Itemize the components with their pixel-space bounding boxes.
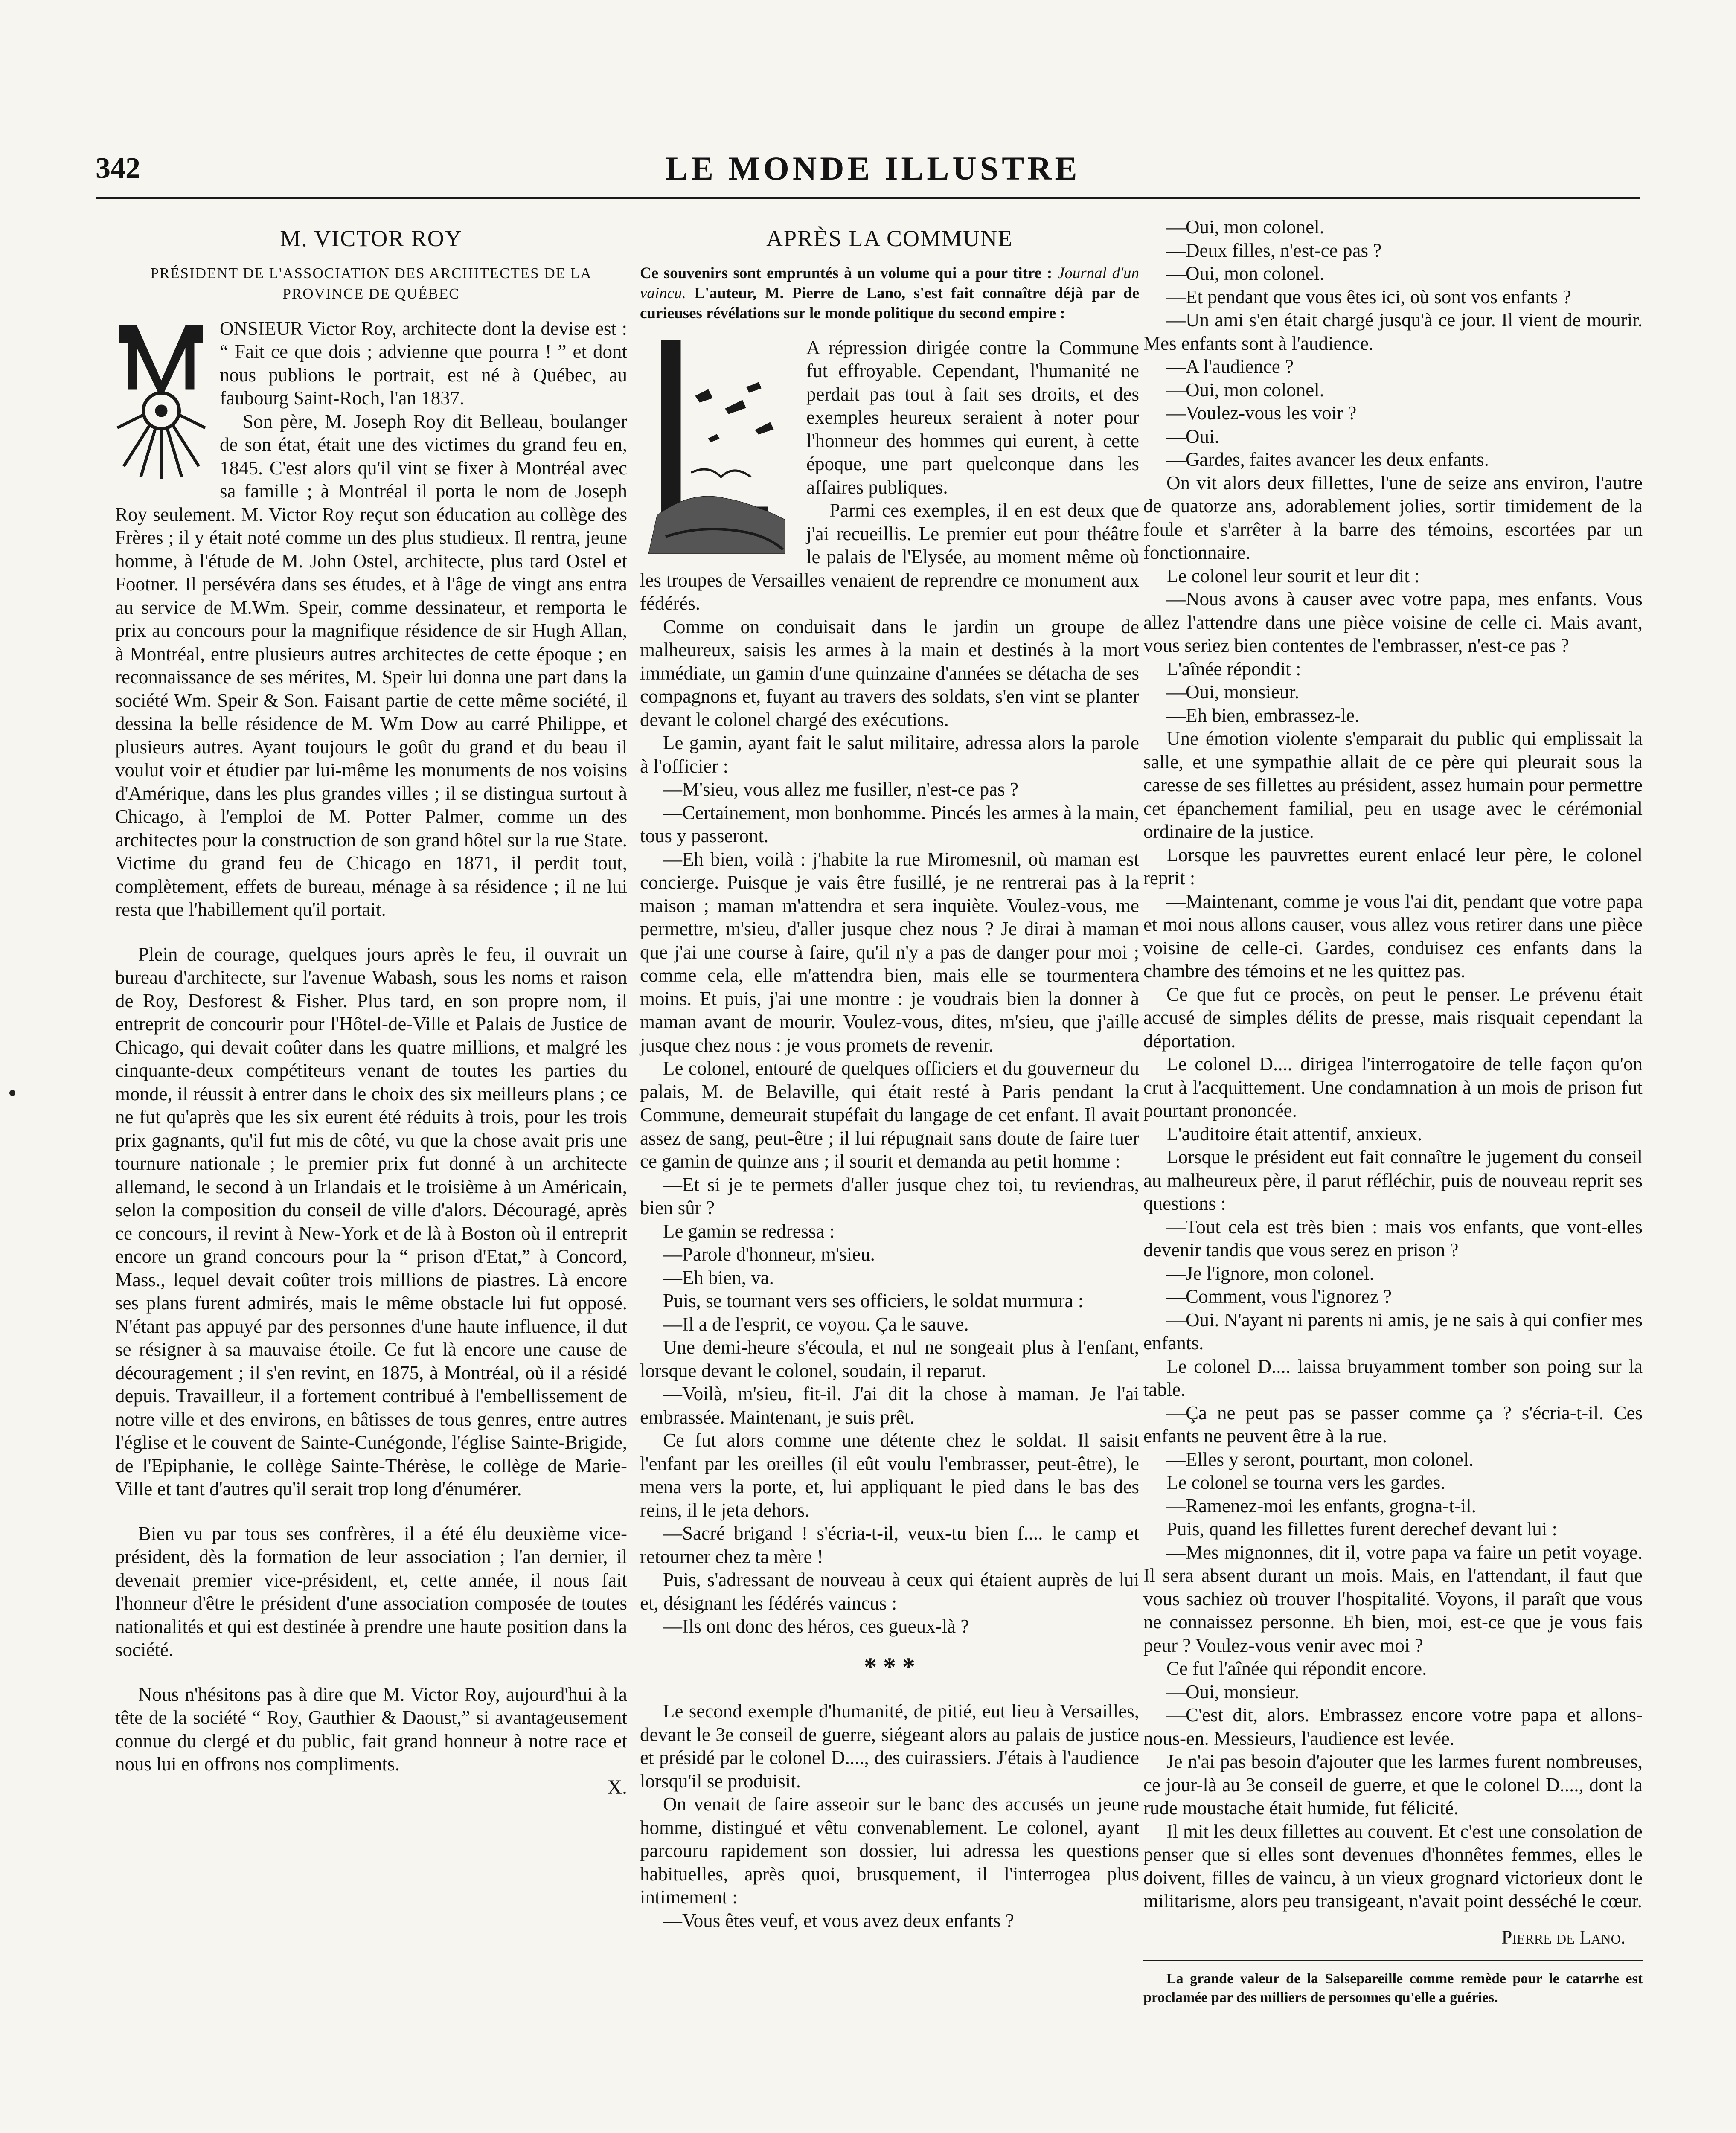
paragraph: Le second exemple d'humanité, de pitié, eut lieu à Versailles, devant le 3e conseil de guerre, siégeant alors au palais de justice et présidé par le colonel D...., des cuirassiers. J'étais à l'audience lorsqu'il se produisit. <box>640 1700 1139 1792</box>
paragraph: Comme on conduisait dans le jardin un groupe de malheureux, saisis les armes à la main et destinés à la mort immédiate, un gamin d'une quinzaine d'années se détacha de ses compagnons et, fuyant au travers des soldats, s'en vint se planter devant le colonel chargé des exécutions. <box>640 616 1139 730</box>
paragraph: —Tout cela est très bien : mais vos enfants, que vont-elles devenir tandis que vous serez en prison ? <box>1143 1216 1643 1261</box>
paragraph: —Eh bien, va. <box>663 1267 774 1288</box>
paragraph: —Sacré brigand ! s'écria-t-il, veux-tu bien f.... le camp et retourner chez ta mère ! <box>640 1523 1139 1567</box>
paragraph: —Gardes, faites avancer les deux enfants. <box>1166 449 1489 470</box>
paragraph: —Il a de l'esprit, ce voyou. Ça le sauve. <box>663 1313 969 1335</box>
paragraph: —Un ami s'en était chargé jusqu'à ce jour. Il vient de mourir. Mes enfants sont à l'audience. <box>1143 309 1643 354</box>
paragraph: —Nous avons à causer avec votre papa, mes enfants. Vous allez l'attendre dans une pièce voisine de celle ci. Mais avant, vous seriez bien contentes de l'embrasser, n'est-ce pas ? <box>1143 588 1643 656</box>
paragraph: —Mes mignonnes, dit il, votre papa va faire un petit voyage. Il sera absent durant un mois. Mais, en l'attendant, il faut que vous sachiez où trouver l'hospitalité. Voyons, il paraît que vous ne connaissez personne. Eh bien, moi, est-ce que je vous fais peur ? Voulez-vous venir avec moi ? <box>1143 1541 1643 1656</box>
paragraph: Une émotion violente s'emparait du public qui emplissait la salle, et une sympathie allait de ce père qui pleurait sous la caresse de ses fillettes au président, assez humain pour permettre cet épanchement familial, peu en usage avec le cérémonial ordinaire de la justice. <box>1143 728 1643 842</box>
paragraph: Nous n'hésitons pas à dire que M. Victor Roy, aujourd'hui à la tête de la société “ Roy, Gauthier & Daoust,” si avantageusement connue du clergé et du public, fait grand honneur à notre race et nous lui en offrons nos compliments. <box>115 1683 627 1775</box>
paragraph: —Certainement, mon bonhomme. Pincés les armes à la main, tous y passeront. <box>640 802 1139 846</box>
divider-rule <box>1143 1960 1643 1961</box>
paragraph: —Comment, vous l'ignorez ? <box>1166 1286 1392 1307</box>
paragraph: Ce fut l'aînée qui répondit encore. <box>1166 1658 1427 1679</box>
paragraph: —Deux filles, n'est-ce pas ? <box>1166 239 1382 261</box>
paragraph: —Maintenant, comme je vous l'ai dit, pendant que votre papa et moi nous allons causer, vous allez vous retirer dans une pièce voisine de celle-ci. Gardes, conduisez ces enfants dans la chambre des témoins et ne les quittez pas. <box>1143 890 1643 982</box>
paragraph: Je n'ai pas besoin d'ajouter que les larmes furent nombreuses, ce jour-là au 3e conseil de guerre, et que le colonel D...., dont la rude moustache était humide, fut félicité. <box>1143 1751 1643 1819</box>
paragraph: Lorsque les pauvrettes eurent enlacé leur père, le colonel reprit : <box>1143 844 1643 889</box>
paragraph: —Parole d'honneur, m'sieu. <box>663 1244 875 1265</box>
paragraph: Le colonel D.... dirigea l'interrogatoire de telle façon qu'on crut à l'acquittement. Une condamnation à un mois de prison fut pourtant prononcée. <box>1143 1053 1643 1121</box>
article-title: APRÈS LA COMMUNE <box>766 226 1013 251</box>
article-title: M. VICTOR ROY <box>280 226 462 251</box>
paragraph: —Eh bien, voilà : j'habite la rue Miromesnil, où maman est concierge. Puisque je vais être fusillé, je ne rentrerai pas à la maison ; maman m'attendra et sera inquiète. Voulez-vous, me permettre, m'sieu, d'aller jusque chez nous ? Je dirai à maman que j'ai une course à faire, qu'il n'y a pas de danger pour moi ; comme cela, elle m'attendra bien, mais elle se tourmentera moins. Et puis, j'ai une montre : je voudrais bien la donner à maman avant de mourir. Voulez-vous, dites, m'sieu, que j'aille jusque chez nous : je vous promets de revenir. <box>640 848 1139 1056</box>
paragraph: ONSIEUR Victor Roy, architecte dont la devise est : “ Fait ce que dois ; advienne que pourra ! ” et dont nous publions le portrait, est né à Québec, au faubourg Saint-Roch, l'an 1837. <box>220 317 627 409</box>
paragraph: On vit alors deux fillettes, l'une de seize ans environ, l'autre de quatorze ans, adorablement jolies, sortir timidement de la foule et s'arrêter à la barre des témoins, escortées par un fonctionnaire. <box>1143 472 1643 563</box>
masthead: LE MONDE ILLUSTRE <box>666 150 1081 187</box>
paragraph: Puis, se tournant vers ses officiers, le soldat murmura : <box>663 1290 1084 1311</box>
paragraph: Le colonel se tourna vers les gardes. <box>1166 1472 1445 1493</box>
paragraph: Son père, M. Joseph Roy dit Belleau, boulanger de son état, était une des victimes du grand feu en, 1845. C'est alors qu'il vint se fixer à Montréal avec sa famille ; à Montréal il porta le nom de Joseph Roy seulement. M. Victor Roy reçut son éducation au collège des Frères ; il y était noté comme un des plus studieux. Il rentra, jeune homme, à l'étude de M. John Ostel, architecte, plus tard Ostel et Footner. Il persévéra dans ses études, et à l'âge de vingt ans entra au service de M.Wm. Speir, comme dessinateur, et remporta le prix au concours pour la magnifique résidence de sir Hugh Allan, à Montréal, entre plusieurs autres architectes de cette époque ; en reconnaissance de ses mérites, M. Speir lui donna une part dans la société Wm. Speir & Son. Faisant partie de cette même société, il dessina la belle résidence de M. Wm Dow au carré Philippe, et plusieurs autres. Ayant toujours le goût du grand et du beau il voulut voir et étudier par lui-même les monuments de nos voisins d'Amérique, dans les plus grandes villes ; il se distingua surtout à Chicago, à l'emploi de M. Potter Palmer, comme un des architectes pour la construction de son grand hôtel sur la rue State. Victime du grand feu de Chicago en 1871, il perdit tout, complètement, effets de bureau, ménage à sa résidence ; il ne lui resta que l'habillement qu'il portait. <box>115 410 627 920</box>
paragraph: On venait de faire asseoir sur le banc des accusés un jeune homme, distingué et vêtu convenablement. Le colonel, ayant parcouru rapidement son dossier, lui adressa les questions habituelles, après quoi, brusquement, il l'interrogea plus intimement : <box>640 1793 1139 1908</box>
paragraph: Ce que fut ce procès, on peut le penser. Le prévenu était accusé de simples délits de presse, mais risquait cependant la déportation. <box>1143 983 1643 1052</box>
paragraph: —Et si je te permets d'aller jusque chez toi, tu reviendras, bien sûr ? <box>640 1174 1139 1218</box>
paragraph: Le colonel leur sourit et leur dit : <box>1166 565 1420 587</box>
paragraph: —C'est dit, alors. Embrassez encore votre papa et allons-nous-en. Messieurs, l'audience est levée. <box>1143 1704 1643 1749</box>
advertisement-notice: La grande valeur de la Salsepareille comme remède pour le catarrhe est proclamée par des milliers de personnes qu'elle a guéries. <box>1143 1971 1643 2005</box>
paragraph: Puis, quand les fillettes furent derechef devant lui : <box>1166 1518 1557 1540</box>
paragraph: —Eh bien, embrassez-le. <box>1166 704 1360 726</box>
paragraph: —Voulez-vous les voir ? <box>1166 402 1357 424</box>
paragraph: —Oui, monsieur. <box>1166 1681 1300 1703</box>
paragraph: —Oui, mon colonel. <box>1166 379 1324 401</box>
paragraph: Le colonel D.... laissa bruyamment tomber son poing sur la table. <box>1143 1355 1643 1400</box>
paragraph: —Ça ne peut pas se passer comme ça ? s'écria-t-il. Ces enfants ne peuvent être à la rue. <box>1143 1402 1643 1447</box>
paragraph: —Oui, mon colonel. <box>1166 263 1324 284</box>
illustrated-dropcap-l <box>640 336 794 558</box>
paragraph: Une demi-heure s'écoula, et nul ne songeait plus à l'enfant, lorsque devant le colonel, soudain, il reparut. <box>640 1337 1139 1381</box>
paragraph: Il mit les deux fillettes au couvent. Et c'est une consolation de penser que si elles sont devenues d'honnêtes femmes, elles le doivent, filles de vaincu, à un vieux grognard victorieux dont le militarisme, alors peu transigeant, n'avait point desséché le cœur. <box>1143 1820 1643 1912</box>
article-subtitle: PRÉSIDENT DE L'ASSOCIATION DES ARCHITECTES DE LA PROVINCE DE QUÉBEC <box>150 264 592 302</box>
paragraph: Bien vu par tous ses confrères, il a été élu deuxième vice-président, dès la formation de leur association ; l'an dernier, il devenait premier vice-président, et, cette année, il nous fait l'honneur d'être le président d'une association composée de toutes nationalités et qui est destinée à prendre une haute position dans la société. <box>115 1523 627 1660</box>
paragraph: —Ramenez-moi les enfants, grogna-t-il. <box>1166 1495 1477 1517</box>
article-continuation <box>1143 215 1643 2007</box>
article-intro: Ce souvenirs sont empruntés à un volume qui a pour titre : Journal d'un vaincu. L'auteur, M. Pierre de Lano, s'est fait connaître déjà par de curieuses révélations sur le monde politique du second empire : <box>640 264 1139 322</box>
paragraph: —Ils ont donc des héros, ces gueux-là ? <box>663 1616 969 1637</box>
paragraph: Plein de courage, quelques jours après le feu, il ouvrait un bureau d'architecte, sur l'avenue Wabash, sous les noms et raison de Roy, Desforest & Fisher. Plus tard, en son propre nom, il entreprit de concourir pour l'Hôtel-de-Ville et Palais de Justice de Chicago, qui devait coûter dans les quatre millions, et malgré les cinquante-deux compétiteurs venant de toutes les parties du monde, il réussit à entrer dans le choix des six meilleurs plans ; ce ne fut qu'après que les six eurent été réduits à trois, pour les trois prix gagnants, qu'il fut mis de côté, vu que la chose avait pris une tournure nationale ; le premier prix fut donné à un architecte allemand, le second à un Irlandais et le troisième à un Américain, selon la composition du conseil de ville d'alors. Découragé, après ce concours, il revint à New-York et de là à Boston où il entreprit encore un grand concours pour la “ prison d'Etat,” à Concord, Mass., lequel devait coûter trois millions de piastres. Là encore ses plans furent admirés, mais le même obstacle lui fut opposé. N'étant pas appuyé par des personnes d'une haute influence, il dut se résigner à sa mauvaise étoile. Ce fut là encore une cause de découragement ; il s'en revint, en 1875, à Montréal, où il a résidé depuis. Travailleur, il a fortement contribué à l'embellissement de notre ville et des environs, en bâtisses de tous genres, entre autres l'église et le couvent de Sainte-Cunégonde, l'église Sainte-Brigide, de l'Epiphanie, le collège Sainte-Thérèse, le collège de Marie-Ville et tant d'autres qu'il serait trop long d'énumérer. <box>115 943 627 1499</box>
article-signoff: X. <box>607 1776 627 1799</box>
paragraph: —Oui, monsieur. <box>1166 681 1300 703</box>
paragraph: —Et pendant que vous êtes ici, où sont vos enfants ? <box>1166 286 1571 308</box>
paragraph: —Oui. <box>1166 425 1219 447</box>
paragraph: Le colonel, entouré de quelques officiers et du gouverneur du palais, M. de Belaville, qui était resté à Paris pendant la Commune, demeurait stupéfait du langage de cet enfant. Il avait assez de sang, peut-être ; il lui répugnait sans doute de faire tuer ce gamin de quinze ans ; il sourit et demanda au petit homme : <box>640 1058 1139 1172</box>
ink-spot <box>9 1090 15 1096</box>
article-victor-roy <box>115 227 627 1799</box>
paragraph: —Voilà, m'sieu, fit-il. J'ai dit la chose à maman. Je l'ai embrassée. Maintenant, je suis prêt. <box>640 1383 1139 1428</box>
paragraph: L'auditoire était attentif, anxieux. <box>1166 1123 1422 1145</box>
paragraph: —Je l'ignore, mon colonel. <box>1166 1262 1374 1284</box>
author-signature: Pierre de Lano. <box>1501 1926 1626 1948</box>
section-break-asterisks: * * * <box>864 1652 915 1681</box>
paragraph: Le gamin, ayant fait le salut militaire, adressa alors la parole à l'officier : <box>640 732 1139 777</box>
paragraph: Puis, s'adressant de nouveau à ceux qui étaient auprès de lui et, désignant les fédérés vaincus : <box>640 1569 1139 1614</box>
header-rule <box>96 197 1640 199</box>
paragraph: Lorsque le président eut fait connaître le jugement du conseil au malheureux père, il parut réfléchir, puis de nouveau reprit ses questions : <box>1143 1146 1643 1214</box>
paragraph: —Oui. N'ayant ni parents ni amis, je ne sais à qui confier mes enfants. <box>1143 1309 1643 1354</box>
paragraph: Le gamin se redressa : <box>663 1220 835 1242</box>
page-number: 342 <box>96 152 140 185</box>
ornate-dropcap-m <box>115 317 207 483</box>
paragraph: Parmi ces exemples, il en est deux que j'ai recueillis. Le premier eut pour théâtre le palais de l'Elysée, au moment même où les troupes de Versailles venaient de reprendre ce monument aux fédérés. <box>640 500 1139 614</box>
paragraph: Ce fut alors comme une détente chez le soldat. Il saisit l'enfant par les oreilles (il eût voulu l'embrasser, peut-être), le mena vers la porte, et, lui appliquant le pied dans le bas des reins, il le jeta dehors. <box>640 1430 1139 1521</box>
paragraph: L'aînée répondit : <box>1166 658 1301 680</box>
paragraph: —Elles y seront, pourtant, mon colonel. <box>1166 1448 1474 1470</box>
paragraph: —Vous êtes veuf, et vous avez deux enfants ? <box>663 1909 1014 1931</box>
article-apres-la-commune <box>640 227 1139 1932</box>
paragraph: —A l'audience ? <box>1166 356 1294 377</box>
paragraph: —M'sieu, vous allez me fusiller, n'est-ce pas ? <box>663 779 1018 800</box>
paragraph: A répression dirigée contre la Commune fut effroyable. Cependant, l'humanité ne perdait pas tout à fait ses droits, et des exemples heureux seraient à noter pour l'honneur des hommes qui eurent, à cette époque, une part quelconque dans les affaires publiques. <box>806 337 1139 498</box>
paragraph: —Oui, mon colonel. <box>1166 216 1324 238</box>
